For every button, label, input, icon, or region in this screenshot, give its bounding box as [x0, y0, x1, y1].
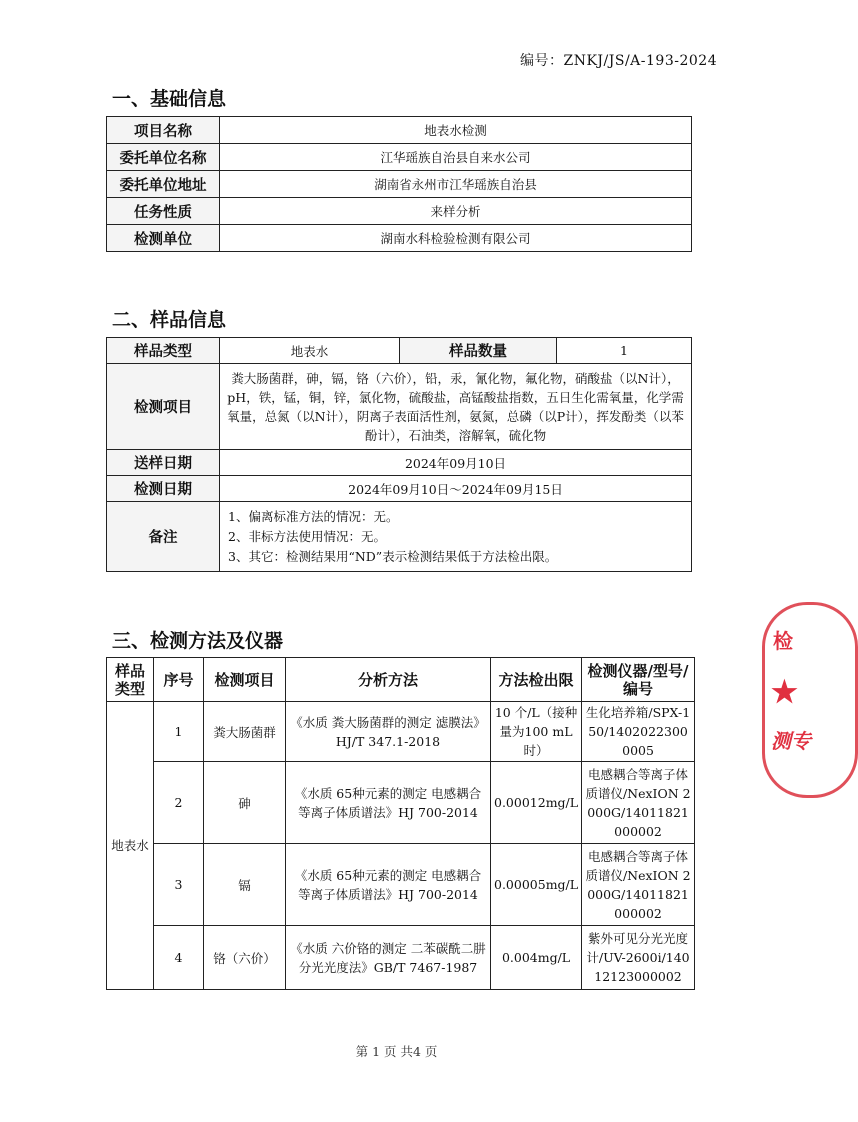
value-notes [220, 502, 692, 572]
header-method: 分析方法 [286, 658, 491, 702]
cell-sample-type: 地表水 [107, 702, 154, 990]
value-task-nature: 来样分析 [220, 198, 692, 225]
label-test-items: 检测项目 [107, 364, 220, 450]
label-sample-type: 样品类型 [107, 338, 220, 364]
section3-title: 三、检测方法及仪器 [112, 630, 284, 652]
cell-item: 镉 [204, 844, 286, 926]
cell-limit: 0.004mg/L [491, 926, 582, 990]
table-row [107, 144, 692, 171]
cell-limit: 10 个/L（接种量为100 mL时） [491, 702, 582, 762]
table-row [107, 476, 692, 502]
value-sample-count: 1 [557, 338, 692, 364]
seal-stamp [762, 602, 858, 798]
cell-seq: 4 [154, 926, 204, 990]
sample-info-table [106, 337, 692, 572]
header-item: 检测项目 [204, 658, 286, 702]
label-client-name: 委托单位名称 [107, 144, 220, 171]
cell-item: 铬（六价） [204, 926, 286, 990]
label-project-name: 项目名称 [107, 117, 220, 144]
methods-table [106, 657, 695, 990]
table-row [107, 762, 695, 844]
table-row [107, 658, 695, 702]
value-project-name: 地表水检测 [220, 117, 692, 144]
seal-text: 测专 [771, 729, 811, 753]
cell-item: 砷 [204, 762, 286, 844]
value-client-name: 江华瑶族自治县自来水公司 [220, 144, 692, 171]
cell-method: 《水质 65种元素的测定 电感耦合等离子体质谱法》HJ 700-2014 [286, 844, 491, 926]
label-task-nature: 任务性质 [107, 198, 220, 225]
value-client-address: 湖南省永州市江华瑶族自治县 [220, 171, 692, 198]
value-sample-type: 地表水 [220, 338, 400, 364]
value-testing-unit: 湖南水科检验检测有限公司 [220, 225, 692, 252]
cell-limit: 0.00012mg/L [491, 762, 582, 844]
table-row [107, 117, 692, 144]
basic-info-table [106, 116, 692, 252]
table-row [107, 702, 695, 762]
label-testing-unit: 检测单位 [107, 225, 220, 252]
cell-method: 《水质 六价铬的测定 二苯碳酰二肼分光光度法》GB/T 7467-1987 [286, 926, 491, 990]
header-sample-type: 样品类型 [107, 658, 154, 702]
table-row [107, 502, 692, 572]
value-send-date: 2024年09月10日 [220, 450, 692, 476]
table-row [107, 338, 692, 364]
table-row [107, 450, 692, 476]
table-row [107, 844, 695, 926]
header-limit: 方法检出限 [491, 658, 582, 702]
label-send-date: 送样日期 [107, 450, 220, 476]
header-seq: 序号 [154, 658, 204, 702]
cell-limit: 0.00005mg/L [491, 844, 582, 926]
value-test-date: 2024年09月10日～2024年09月15日 [220, 476, 692, 502]
cell-method: 《水质 粪大肠菌群的测定 滤膜法》HJ/T 347.1-2018 [286, 702, 491, 762]
label-notes: 备注 [107, 502, 220, 572]
cell-instrument: 紫外可见分光光度计/UV-2600i/14012123000002 [582, 926, 695, 990]
label-test-date: 检测日期 [107, 476, 220, 502]
cell-seq: 3 [154, 844, 204, 926]
note-line: 2、非标方法使用情况：无。 [228, 528, 386, 544]
cell-instrument: 电感耦合等离子体质谱仪/NexION 2000G/14011821000002 [582, 762, 695, 844]
header-instrument: 检测仪器/型号/编号 [582, 658, 695, 702]
section2-title: 二、样品信息 [112, 309, 227, 331]
value-test-items: 粪大肠菌群，砷，镉，铬（六价），铅，汞，氰化物，氟化物，硝酸盐（以N计），pH，铁，锰，铜，锌，氯化物，硫酸盐，高锰酸盐指数，五日生化需氧量，化学需氧量，总氮（以N计），阴离子表面活性剂，氨氮，总磷（以P计），挥发酚类（以苯酚计），石油类，溶解氧，硫化物 [220, 364, 692, 450]
table-row [107, 198, 692, 225]
cell-item: 粪大肠菌群 [204, 702, 286, 762]
seal-text: 检 [773, 629, 793, 653]
page-footer: 第 1 页 共4 页 [355, 1044, 438, 1059]
label-sample-count: 样品数量 [400, 338, 557, 364]
cell-seq: 1 [154, 702, 204, 762]
cell-seq: 2 [154, 762, 204, 844]
cell-instrument: 生化培养箱/SPX-150/14020223000005 [582, 702, 695, 762]
cell-instrument: 电感耦合等离子体质谱仪/NexION 2000G/14011821000002 [582, 844, 695, 926]
note-line: 3、其它：检测结果用“ND”表示检测结果低于方法检出限。 [228, 548, 558, 564]
table-row [107, 364, 692, 450]
table-row [107, 926, 695, 990]
section1-title: 一、基础信息 [112, 88, 227, 110]
document-number: 编号：ZNKJ/JS/A-193-2024 [520, 53, 718, 69]
note-line: 1、偏离标准方法的情况：无。 [228, 508, 399, 524]
seal-star-icon: ★ [771, 675, 798, 710]
cell-method: 《水质 65种元素的测定 电感耦合等离子体质谱法》HJ 700-2014 [286, 762, 491, 844]
label-client-address: 委托单位地址 [107, 171, 220, 198]
table-row [107, 171, 692, 198]
table-row [107, 225, 692, 252]
